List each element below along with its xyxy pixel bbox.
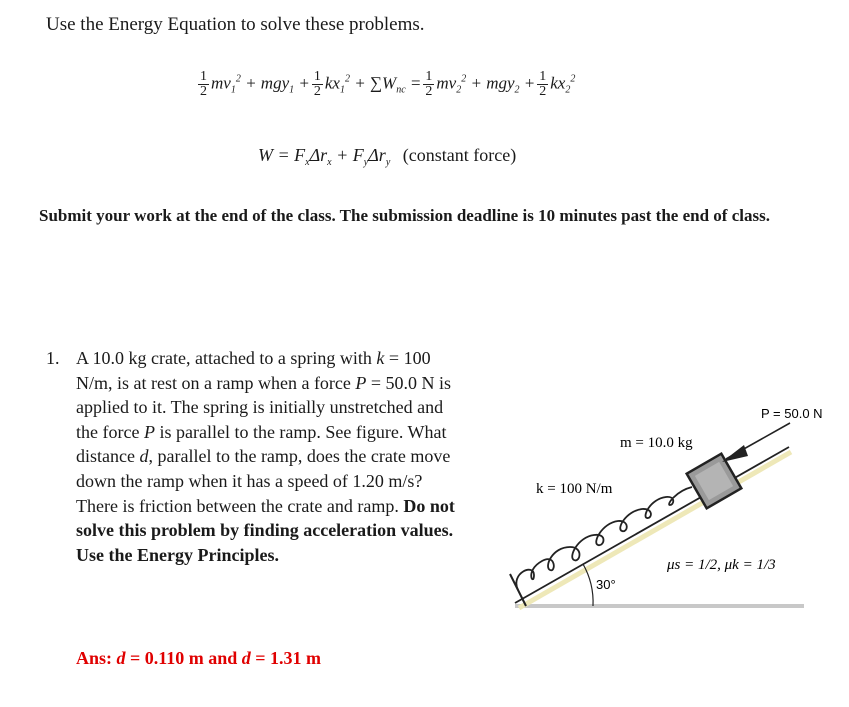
submission-note: Submit your work at the end of the class. The submission deadline is 10 minutes past the end of class. — [39, 206, 770, 225]
spring-label: k = 100 N/m — [536, 481, 613, 497]
problem-number: 1. — [46, 348, 60, 368]
force-label: P = 50.0 N — [761, 406, 823, 421]
ramp-figure — [490, 395, 840, 620]
intro-text: Use the Energy Equation to solve these problems. — [46, 14, 425, 35]
ramp-surface — [515, 447, 789, 603]
work-equation: $W = F_x\Delta r_x + F_y\Delta r_y$ (constant force) — [258, 145, 517, 168]
energy-equation: $\frac{1}{2}$ $mv_1^2 + mgy_1$ + $\frac{1}{2}$ $kx_1^2 + \sum W_{nc}$ = $\frac{1}{2}$ $mv_2^2 + mgy_2$ + $\frac{1}{2}$ $kx_2^2$ — [200, 69, 576, 99]
fraction-half: $\frac{1}{2}$ — [200, 69, 207, 99]
ramp-shadow — [519, 452, 791, 608]
answer: Ans: d = 0.110 m and d = 1.31 m — [76, 648, 322, 668]
problem-text: A 10.0 kg crate, attached to a spring with k = 100 N/m, is at rest on a ramp when a force P = 50.0 N is applied to it. The spring is initially unstretched and the force P is parallel to the ramp. See figure. What distance d, parallel to the ramp, does the crate move down the ramp when it has a speed of 1.20 m/s? There is friction between the crate and ramp. Do not solve this problem by finding acceleration values. Use the Energy Principles. — [76, 348, 455, 565]
force-arrowhead — [722, 445, 748, 462]
angle-label: 30° — [596, 577, 616, 592]
friction-label: μs = 1/2, μk = 1/3 — [667, 557, 776, 573]
bold-instruction: Do not solve this problem by finding acceleration values. Use the Energy Principles. — [76, 495, 455, 565]
mass-label: m = 10.0 kg — [620, 435, 693, 451]
spring-coil — [516, 487, 692, 590]
